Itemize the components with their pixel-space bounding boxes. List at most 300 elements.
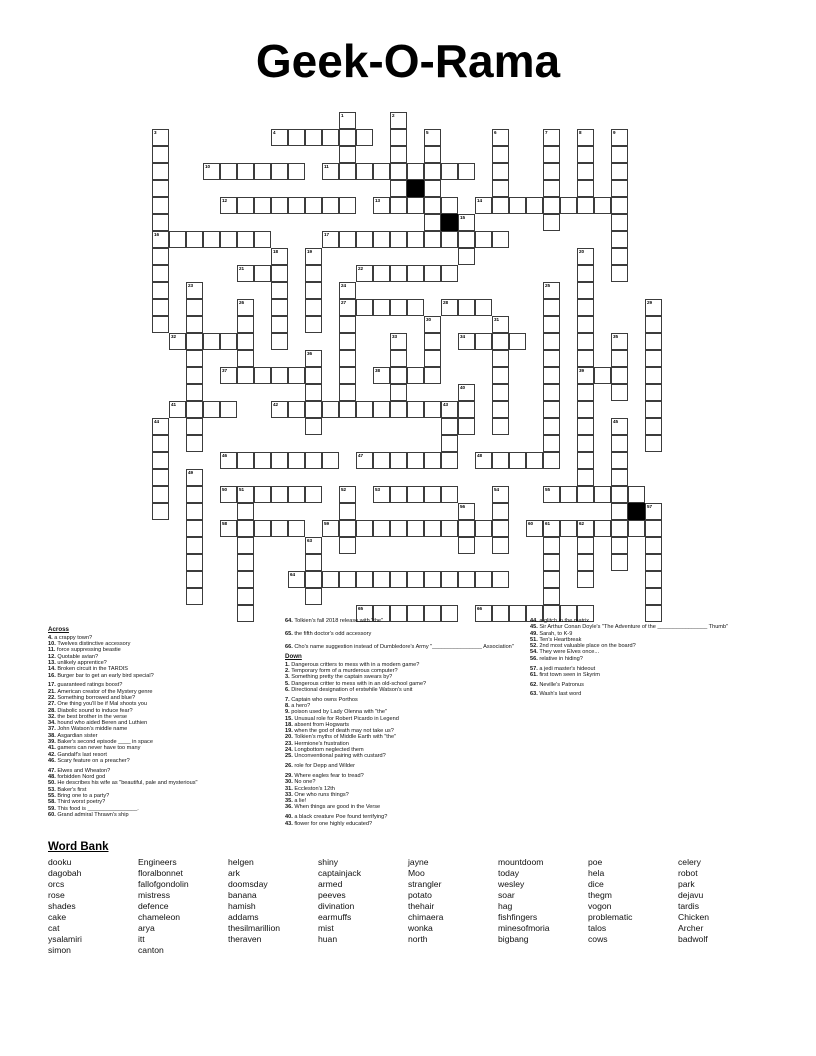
- grid-cell[interactable]: [492, 231, 509, 248]
- grid-cell[interactable]: [390, 384, 407, 401]
- grid-cell[interactable]: [203, 163, 220, 180]
- grid-cell[interactable]: [594, 197, 611, 214]
- grid-cell[interactable]: [356, 231, 373, 248]
- grid-cell[interactable]: [441, 452, 458, 469]
- grid-cell[interactable]: [577, 316, 594, 333]
- grid-cell[interactable]: [645, 350, 662, 367]
- grid-cell[interactable]: [322, 452, 339, 469]
- grid-cell[interactable]: [271, 163, 288, 180]
- grid-cell[interactable]: [645, 401, 662, 418]
- grid-cell[interactable]: [577, 537, 594, 554]
- grid-cell[interactable]: [390, 486, 407, 503]
- grid-cell[interactable]: [577, 486, 594, 503]
- grid-cell[interactable]: [492, 146, 509, 163]
- grid-cell[interactable]: [492, 367, 509, 384]
- grid-cell[interactable]: [560, 486, 577, 503]
- grid-cell[interactable]: [305, 537, 322, 554]
- grid-cell[interactable]: [322, 231, 339, 248]
- grid-cell[interactable]: [543, 180, 560, 197]
- grid-cell[interactable]: [339, 486, 356, 503]
- grid-cell[interactable]: [339, 401, 356, 418]
- grid-cell[interactable]: [645, 520, 662, 537]
- grid-cell[interactable]: [611, 231, 628, 248]
- grid-cell[interactable]: [186, 282, 203, 299]
- grid-cell[interactable]: [271, 520, 288, 537]
- grid-cell[interactable]: [492, 350, 509, 367]
- grid-cell[interactable]: [424, 333, 441, 350]
- grid-cell[interactable]: [339, 537, 356, 554]
- grid-cell[interactable]: [458, 401, 475, 418]
- grid-cell[interactable]: [373, 401, 390, 418]
- grid-cell[interactable]: [577, 350, 594, 367]
- grid-cell[interactable]: [645, 299, 662, 316]
- grid-cell[interactable]: [424, 265, 441, 282]
- grid-cell[interactable]: [237, 231, 254, 248]
- grid-cell[interactable]: [356, 163, 373, 180]
- grid-cell[interactable]: [492, 503, 509, 520]
- grid-cell[interactable]: [186, 418, 203, 435]
- grid-cell[interactable]: [424, 367, 441, 384]
- grid-cell[interactable]: [441, 231, 458, 248]
- grid-cell[interactable]: [407, 520, 424, 537]
- grid-cell[interactable]: [492, 537, 509, 554]
- grid-cell[interactable]: [339, 571, 356, 588]
- grid-cell[interactable]: [220, 197, 237, 214]
- grid-cell[interactable]: [254, 367, 271, 384]
- grid-cell[interactable]: [475, 299, 492, 316]
- grid-cell[interactable]: [492, 384, 509, 401]
- grid-cell[interactable]: [424, 486, 441, 503]
- grid-cell[interactable]: [458, 214, 475, 231]
- grid-cell[interactable]: [611, 384, 628, 401]
- grid-cell[interactable]: [322, 163, 339, 180]
- grid-cell[interactable]: [186, 537, 203, 554]
- grid-cell[interactable]: [424, 129, 441, 146]
- grid-cell[interactable]: [305, 350, 322, 367]
- grid-cell[interactable]: [186, 401, 203, 418]
- grid-cell[interactable]: [543, 299, 560, 316]
- grid-cell[interactable]: [407, 163, 424, 180]
- grid-cell[interactable]: [441, 435, 458, 452]
- grid-cell[interactable]: [577, 384, 594, 401]
- grid-cell[interactable]: [339, 282, 356, 299]
- grid-cell[interactable]: [339, 333, 356, 350]
- grid-cell[interactable]: [390, 231, 407, 248]
- grid-cell[interactable]: [492, 129, 509, 146]
- grid-cell[interactable]: [594, 367, 611, 384]
- grid-cell[interactable]: [339, 367, 356, 384]
- grid-cell[interactable]: [254, 486, 271, 503]
- grid-cell[interactable]: [492, 452, 509, 469]
- grid-cell[interactable]: [237, 571, 254, 588]
- grid-cell[interactable]: [271, 248, 288, 265]
- grid-cell[interactable]: [628, 520, 645, 537]
- grid-cell[interactable]: [305, 282, 322, 299]
- grid-cell[interactable]: [373, 231, 390, 248]
- grid-cell[interactable]: [271, 282, 288, 299]
- grid-cell[interactable]: [322, 401, 339, 418]
- grid-cell[interactable]: [611, 486, 628, 503]
- grid-cell[interactable]: [271, 486, 288, 503]
- grid-cell[interactable]: [237, 588, 254, 605]
- grid-cell[interactable]: [611, 537, 628, 554]
- grid-cell[interactable]: [288, 197, 305, 214]
- grid-cell[interactable]: [220, 452, 237, 469]
- grid-cell[interactable]: [407, 265, 424, 282]
- grid-cell[interactable]: [543, 435, 560, 452]
- grid-cell[interactable]: [339, 503, 356, 520]
- grid-cell[interactable]: [356, 571, 373, 588]
- grid-cell[interactable]: [645, 554, 662, 571]
- grid-cell[interactable]: [458, 163, 475, 180]
- grid-cell[interactable]: [543, 520, 560, 537]
- grid-cell[interactable]: [424, 214, 441, 231]
- grid-cell[interactable]: [271, 401, 288, 418]
- grid-cell[interactable]: [577, 435, 594, 452]
- grid-cell[interactable]: [271, 333, 288, 350]
- grid-cell[interactable]: [237, 350, 254, 367]
- grid-cell[interactable]: [475, 571, 492, 588]
- grid-cell[interactable]: [152, 418, 169, 435]
- grid-cell[interactable]: [577, 452, 594, 469]
- grid-cell[interactable]: [577, 367, 594, 384]
- grid-cell[interactable]: [441, 265, 458, 282]
- grid-cell[interactable]: [390, 452, 407, 469]
- grid-cell[interactable]: [441, 163, 458, 180]
- grid-cell[interactable]: [543, 316, 560, 333]
- grid-cell[interactable]: [441, 197, 458, 214]
- grid-cell[interactable]: [339, 384, 356, 401]
- grid-cell[interactable]: [186, 520, 203, 537]
- grid-cell[interactable]: [594, 486, 611, 503]
- grid-cell[interactable]: [577, 129, 594, 146]
- grid-cell[interactable]: [407, 367, 424, 384]
- grid-cell[interactable]: [390, 197, 407, 214]
- grid-cell[interactable]: [220, 367, 237, 384]
- grid-cell[interactable]: [186, 469, 203, 486]
- grid-cell[interactable]: [407, 486, 424, 503]
- grid-cell[interactable]: [577, 299, 594, 316]
- grid-cell[interactable]: [543, 418, 560, 435]
- grid-cell[interactable]: [407, 401, 424, 418]
- grid-cell[interactable]: [254, 452, 271, 469]
- grid-cell[interactable]: [220, 333, 237, 350]
- grid-cell[interactable]: [458, 333, 475, 350]
- grid-cell[interactable]: [543, 282, 560, 299]
- grid-cell[interactable]: [186, 231, 203, 248]
- grid-cell[interactable]: [186, 333, 203, 350]
- grid-cell[interactable]: [594, 520, 611, 537]
- grid-cell[interactable]: [645, 316, 662, 333]
- grid-cell[interactable]: [424, 571, 441, 588]
- grid-cell[interactable]: [339, 316, 356, 333]
- grid-cell[interactable]: [220, 163, 237, 180]
- grid-cell[interactable]: [373, 367, 390, 384]
- grid-cell[interactable]: [322, 129, 339, 146]
- grid-cell[interactable]: [186, 486, 203, 503]
- grid-cell[interactable]: [424, 316, 441, 333]
- grid-cell[interactable]: [356, 452, 373, 469]
- grid-cell[interactable]: [577, 265, 594, 282]
- grid-cell[interactable]: [526, 520, 543, 537]
- grid-cell[interactable]: [373, 520, 390, 537]
- grid-cell[interactable]: [237, 163, 254, 180]
- grid-cell[interactable]: [543, 588, 560, 605]
- grid-cell[interactable]: [560, 520, 577, 537]
- grid-cell[interactable]: [373, 163, 390, 180]
- grid-cell[interactable]: [186, 571, 203, 588]
- grid-cell[interactable]: [645, 537, 662, 554]
- grid-cell[interactable]: [543, 197, 560, 214]
- grid-cell[interactable]: [186, 367, 203, 384]
- grid-cell[interactable]: [577, 469, 594, 486]
- grid-cell[interactable]: [441, 401, 458, 418]
- grid-cell[interactable]: [475, 197, 492, 214]
- grid-cell[interactable]: [254, 197, 271, 214]
- grid-cell[interactable]: [577, 571, 594, 588]
- grid-cell[interactable]: [492, 418, 509, 435]
- grid-cell[interactable]: [305, 452, 322, 469]
- grid-cell[interactable]: [237, 486, 254, 503]
- grid-cell[interactable]: [543, 333, 560, 350]
- grid-cell[interactable]: [305, 401, 322, 418]
- grid-cell[interactable]: [305, 316, 322, 333]
- grid-cell[interactable]: [152, 129, 169, 146]
- grid-cell[interactable]: [543, 350, 560, 367]
- grid-cell[interactable]: [237, 316, 254, 333]
- grid-cell[interactable]: [203, 231, 220, 248]
- grid-cell[interactable]: [458, 503, 475, 520]
- grid-cell[interactable]: [475, 452, 492, 469]
- grid-cell[interactable]: [611, 163, 628, 180]
- grid-cell[interactable]: [543, 384, 560, 401]
- grid-cell[interactable]: [577, 248, 594, 265]
- grid-cell[interactable]: [237, 503, 254, 520]
- grid-cell[interactable]: [577, 163, 594, 180]
- grid-cell[interactable]: [237, 554, 254, 571]
- grid-cell[interactable]: [152, 299, 169, 316]
- grid-cell[interactable]: [152, 197, 169, 214]
- grid-cell[interactable]: [577, 180, 594, 197]
- grid-cell[interactable]: [237, 520, 254, 537]
- grid-cell[interactable]: [271, 367, 288, 384]
- grid-cell[interactable]: [305, 588, 322, 605]
- grid-cell[interactable]: [458, 384, 475, 401]
- grid-cell[interactable]: [492, 520, 509, 537]
- grid-cell[interactable]: [611, 452, 628, 469]
- grid-cell[interactable]: [390, 299, 407, 316]
- grid-cell[interactable]: [271, 299, 288, 316]
- grid-cell[interactable]: [339, 146, 356, 163]
- grid-cell[interactable]: [305, 486, 322, 503]
- grid-cell[interactable]: [152, 486, 169, 503]
- grid-cell[interactable]: [526, 452, 543, 469]
- grid-cell[interactable]: [152, 435, 169, 452]
- grid-cell[interactable]: [577, 401, 594, 418]
- grid-cell[interactable]: [288, 401, 305, 418]
- grid-cell[interactable]: [152, 452, 169, 469]
- grid-cell[interactable]: [305, 367, 322, 384]
- grid-cell[interactable]: [390, 180, 407, 197]
- grid-cell[interactable]: [424, 146, 441, 163]
- grid-cell[interactable]: [577, 282, 594, 299]
- grid-cell[interactable]: [645, 503, 662, 520]
- grid-cell[interactable]: [220, 486, 237, 503]
- grid-cell[interactable]: [305, 129, 322, 146]
- grid-cell[interactable]: [254, 265, 271, 282]
- grid-cell[interactable]: [441, 486, 458, 503]
- grid-cell[interactable]: [271, 316, 288, 333]
- grid-cell[interactable]: [424, 401, 441, 418]
- grid-cell[interactable]: [305, 248, 322, 265]
- grid-cell[interactable]: [271, 197, 288, 214]
- grid-cell[interactable]: [186, 384, 203, 401]
- grid-cell[interactable]: [407, 299, 424, 316]
- grid-cell[interactable]: [288, 452, 305, 469]
- grid-cell[interactable]: [611, 350, 628, 367]
- grid-cell[interactable]: [339, 112, 356, 129]
- grid-cell[interactable]: [390, 571, 407, 588]
- grid-cell[interactable]: [169, 231, 186, 248]
- grid-cell[interactable]: [305, 384, 322, 401]
- grid-cell[interactable]: [424, 520, 441, 537]
- grid-cell[interactable]: [458, 231, 475, 248]
- grid-cell[interactable]: [305, 418, 322, 435]
- grid-cell[interactable]: [441, 571, 458, 588]
- grid-cell[interactable]: [611, 214, 628, 231]
- grid-cell[interactable]: [288, 486, 305, 503]
- grid-cell[interactable]: [611, 554, 628, 571]
- grid-cell[interactable]: [543, 571, 560, 588]
- grid-cell[interactable]: [611, 418, 628, 435]
- grid-cell[interactable]: [611, 197, 628, 214]
- grid-cell[interactable]: [543, 367, 560, 384]
- grid-cell[interactable]: [611, 503, 628, 520]
- grid-cell[interactable]: [339, 520, 356, 537]
- grid-cell[interactable]: [152, 214, 169, 231]
- grid-cell[interactable]: [390, 163, 407, 180]
- grid-cell[interactable]: [390, 112, 407, 129]
- grid-cell[interactable]: [645, 571, 662, 588]
- grid-cell[interactable]: [254, 231, 271, 248]
- grid-cell[interactable]: [390, 520, 407, 537]
- grid-cell[interactable]: [560, 197, 577, 214]
- grid-cell[interactable]: [356, 299, 373, 316]
- grid-cell[interactable]: [492, 486, 509, 503]
- grid-cell[interactable]: [237, 197, 254, 214]
- grid-cell[interactable]: [169, 333, 186, 350]
- grid-cell[interactable]: [526, 197, 543, 214]
- grid-cell[interactable]: [611, 435, 628, 452]
- grid-cell[interactable]: [186, 435, 203, 452]
- grid-cell[interactable]: [611, 520, 628, 537]
- grid-cell[interactable]: [390, 401, 407, 418]
- grid-cell[interactable]: [543, 146, 560, 163]
- grid-cell[interactable]: [288, 129, 305, 146]
- grid-cell[interactable]: [356, 520, 373, 537]
- grid-cell[interactable]: [254, 163, 271, 180]
- grid-cell[interactable]: [322, 197, 339, 214]
- grid-cell[interactable]: [407, 231, 424, 248]
- grid-cell[interactable]: [441, 299, 458, 316]
- grid-cell[interactable]: [356, 265, 373, 282]
- grid-cell[interactable]: [288, 163, 305, 180]
- grid-cell[interactable]: [475, 231, 492, 248]
- grid-cell[interactable]: [441, 520, 458, 537]
- grid-cell[interactable]: [220, 520, 237, 537]
- grid-cell[interactable]: [237, 265, 254, 282]
- grid-cell[interactable]: [152, 231, 169, 248]
- grid-cell[interactable]: [492, 333, 509, 350]
- grid-cell[interactable]: [611, 129, 628, 146]
- grid-cell[interactable]: [611, 180, 628, 197]
- grid-cell[interactable]: [492, 316, 509, 333]
- grid-cell[interactable]: [169, 401, 186, 418]
- grid-cell[interactable]: [373, 486, 390, 503]
- grid-cell[interactable]: [288, 520, 305, 537]
- grid-cell[interactable]: [543, 129, 560, 146]
- grid-cell[interactable]: [305, 554, 322, 571]
- grid-cell[interactable]: [611, 367, 628, 384]
- grid-cell[interactable]: [424, 452, 441, 469]
- grid-cell[interactable]: [390, 146, 407, 163]
- grid-cell[interactable]: [611, 333, 628, 350]
- grid-cell[interactable]: [492, 197, 509, 214]
- grid-cell[interactable]: [458, 537, 475, 554]
- grid-cell[interactable]: [237, 367, 254, 384]
- grid-cell[interactable]: [339, 350, 356, 367]
- grid-cell[interactable]: [611, 248, 628, 265]
- grid-cell[interactable]: [186, 299, 203, 316]
- grid-cell[interactable]: [373, 571, 390, 588]
- grid-cell[interactable]: [628, 486, 645, 503]
- grid-cell[interactable]: [543, 537, 560, 554]
- grid-cell[interactable]: [509, 452, 526, 469]
- grid-cell[interactable]: [543, 401, 560, 418]
- grid-cell[interactable]: [611, 146, 628, 163]
- grid-cell[interactable]: [152, 265, 169, 282]
- grid-cell[interactable]: [203, 333, 220, 350]
- grid-cell[interactable]: [645, 384, 662, 401]
- grid-cell[interactable]: [186, 503, 203, 520]
- grid-cell[interactable]: [543, 486, 560, 503]
- grid-cell[interactable]: [492, 180, 509, 197]
- grid-cell[interactable]: [577, 418, 594, 435]
- grid-cell[interactable]: [356, 129, 373, 146]
- grid-cell[interactable]: [390, 350, 407, 367]
- grid-cell[interactable]: [577, 520, 594, 537]
- grid-cell[interactable]: [186, 588, 203, 605]
- grid-cell[interactable]: [237, 299, 254, 316]
- grid-cell[interactable]: [305, 265, 322, 282]
- grid-cell[interactable]: [492, 163, 509, 180]
- grid-cell[interactable]: [220, 231, 237, 248]
- grid-cell[interactable]: [492, 401, 509, 418]
- grid-cell[interactable]: [645, 418, 662, 435]
- grid-cell[interactable]: [186, 316, 203, 333]
- grid-cell[interactable]: [203, 401, 220, 418]
- grid-cell[interactable]: [152, 248, 169, 265]
- grid-cell[interactable]: [186, 554, 203, 571]
- grid-cell[interactable]: [271, 452, 288, 469]
- grid-cell[interactable]: [577, 146, 594, 163]
- grid-cell[interactable]: [152, 316, 169, 333]
- grid-cell[interactable]: [339, 299, 356, 316]
- grid-cell[interactable]: [339, 197, 356, 214]
- grid-cell[interactable]: [424, 180, 441, 197]
- grid-cell[interactable]: [271, 129, 288, 146]
- grid-cell[interactable]: [373, 452, 390, 469]
